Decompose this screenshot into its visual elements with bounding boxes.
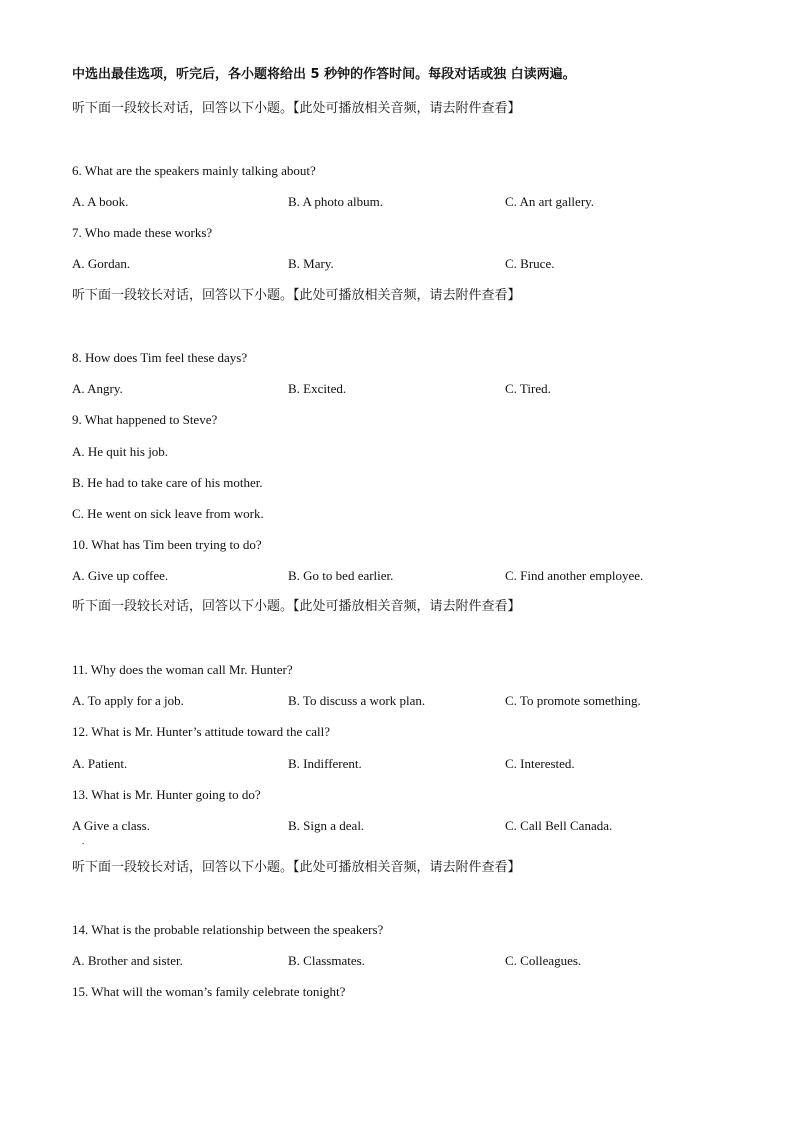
option-a: A. Gordan. bbox=[72, 256, 131, 271]
option-a: A. Brother and sister. bbox=[72, 953, 183, 968]
listening-instruction: 听下面一段较长对话，回答以下小题。【此处可播放相关音频，请去附件查看】 bbox=[72, 101, 521, 116]
option-c: C. Interested. bbox=[505, 756, 575, 771]
stray-dot: . bbox=[82, 836, 85, 846]
option-c: C. An art gallery. bbox=[505, 194, 595, 209]
question-text: 7. Who made these works? bbox=[72, 225, 213, 240]
option-b: B. A photo album. bbox=[288, 194, 383, 209]
option-b: B. He had to take care of his mother. bbox=[72, 475, 263, 490]
option-a: A. He quit his job. bbox=[72, 444, 169, 459]
question-text: 10. What has Tim been trying to do? bbox=[72, 537, 262, 552]
option-a: A. Give up coffee. bbox=[72, 568, 169, 583]
option-b: B. Excited. bbox=[288, 381, 347, 396]
listening-instruction: 听下面一段较长对话，回答以下小题。【此处可播放相关音频，请去附件查看】 bbox=[72, 599, 521, 614]
question-text: 14. What is the probable relationship between the speakers? bbox=[72, 922, 384, 937]
option-b: B. To discuss a work plan. bbox=[288, 693, 426, 708]
question-text: 9. What happened to Steve? bbox=[72, 412, 218, 427]
question-text: 8. How does Tim feel these days? bbox=[72, 350, 248, 365]
option-b: B. Classmates. bbox=[288, 953, 365, 968]
option-c: C. Call Bell Canada. bbox=[505, 818, 613, 833]
question-text: 12. What is Mr. Hunter’s attitude toward the call? bbox=[72, 724, 331, 739]
question-text: 13. What is Mr. Hunter going to do? bbox=[72, 787, 261, 802]
option-a: A Give a class. bbox=[72, 818, 150, 833]
option-c: C. Bruce. bbox=[505, 256, 555, 271]
option-a: A. Angry. bbox=[72, 381, 123, 396]
option-b: B. Go to bed earlier. bbox=[288, 568, 394, 583]
option-c: C. To promote something. bbox=[505, 693, 641, 708]
option-b: B. Indifferent. bbox=[288, 756, 362, 771]
option-c: C. Colleagues. bbox=[505, 953, 582, 968]
option-a: A. A book. bbox=[72, 194, 129, 209]
option-c: C. Find another employee. bbox=[505, 568, 644, 583]
option-b: B. Mary. bbox=[288, 256, 334, 271]
option-c: C. Tired. bbox=[505, 381, 551, 396]
listening-instruction: 听下面一段较长对话，回答以下小题。【此处可播放相关音频，请去附件查看】 bbox=[72, 860, 521, 875]
listening-instruction: 听下面一段较长对话，回答以下小题。【此处可播放相关音频，请去附件查看】 bbox=[72, 288, 521, 303]
option-b: B. Sign a deal. bbox=[288, 818, 365, 833]
option-c: C. He went on sick leave from work. bbox=[72, 506, 264, 521]
option-a: A. To apply for a job. bbox=[72, 693, 184, 708]
question-text: 15. What will the woman’s family celebrate tonight? bbox=[72, 984, 346, 999]
option-a: A. Patient. bbox=[72, 756, 128, 771]
question-text: 11. Why does the woman call Mr. Hunter? bbox=[72, 662, 293, 677]
section-header: 中选出最佳选项，听完后，各小题将给出 5 秒钟的作答时间。每段对话或独 白读两遍。 bbox=[72, 67, 576, 82]
question-text: 6. What are the speakers mainly talking about? bbox=[72, 163, 316, 178]
